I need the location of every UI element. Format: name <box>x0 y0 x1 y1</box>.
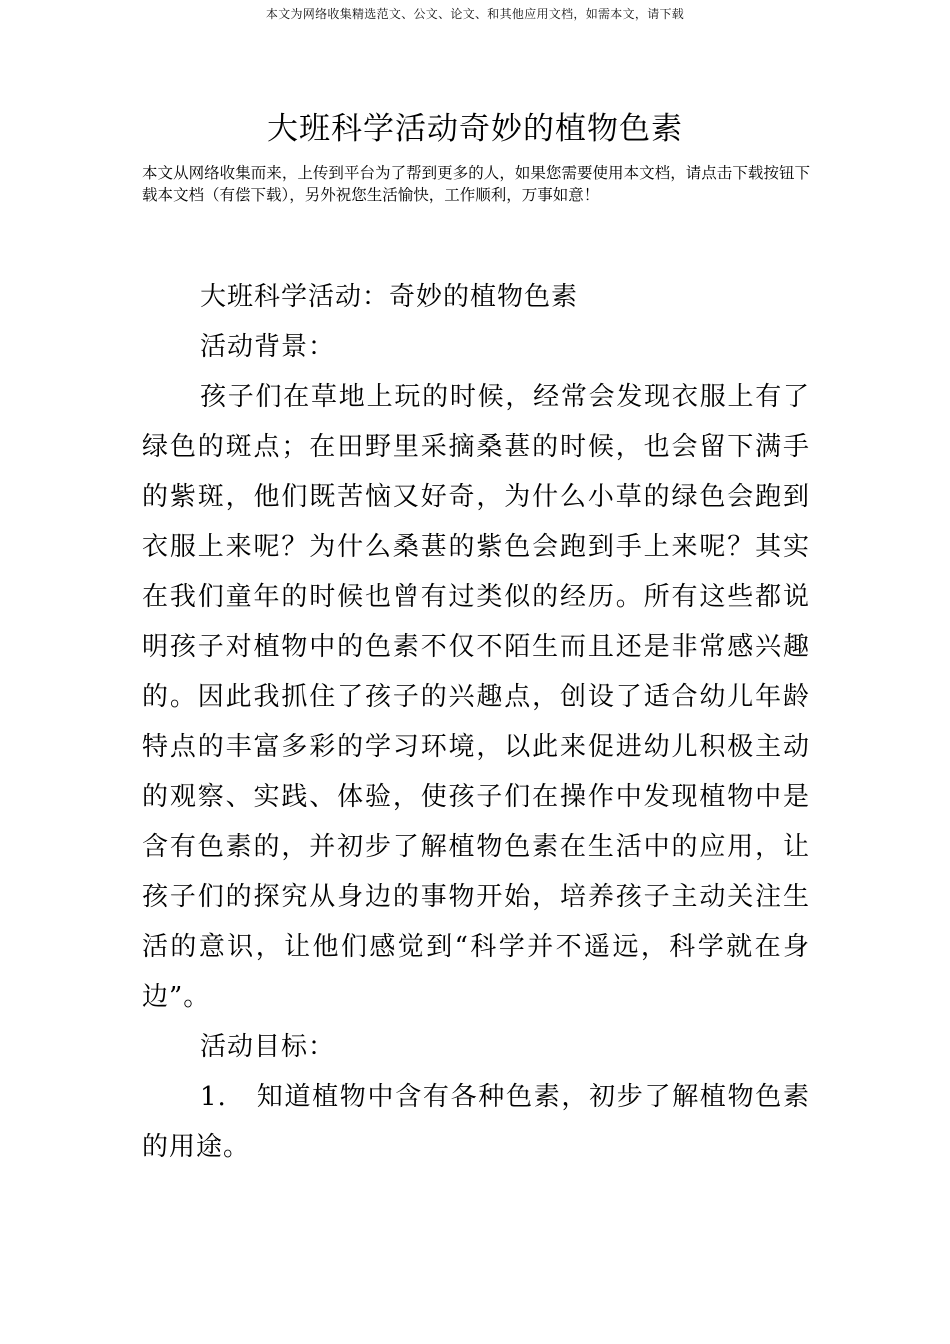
header-note: 本文为网络收集精选范文、公文、论文、和其他应用文档，如需本文，请下载 <box>265 7 685 21</box>
background-paragraph: 孩子们在草地上玩的时候，经常会发现衣服上有了绿色的斑点；在田野里采摘桑葚的时候，也会留下满手的紫斑，他们既苦恼又好奇，为什么小草的绿色会跑到衣服上来呢？为什么桑葚的紫色会跑到手上来呢？其实在我们童年的时候也曾有过类似的经历。所有这些都说明孩子对植物中的色素不仅不陌生而且还是非常感兴趣的。因此我抓住了孩子的兴趣点，创设了适合幼儿年龄特点的丰富多彩的学习环境，以此来促进幼儿积极主动的观察、实践、体验，使孩子们在操作中发现植物中是含有色素的，并初步了解植物色素在生活中的应用，让孩子们的探究从身边的事物开始，培养孩子主动关注生活的意识，让他们感觉到“科学并不遥远，科学就在身边”。 <box>142 382 810 1012</box>
goals-heading: 活动目标： <box>200 1032 336 1062</box>
document-title: 大班科学活动奇妙的植物色素 <box>267 111 683 147</box>
background-heading: 活动背景： <box>200 332 336 362</box>
document-body <box>142 272 810 1172</box>
goal-text: 知道植物中含有各种色素，初步了解植物色素的用途。 <box>142 1082 810 1162</box>
activity-subtitle: 大班科学活动：奇妙的植物色素 <box>200 282 579 312</box>
goal-item <box>142 1072 810 1172</box>
goal-number: 1. <box>200 1082 227 1112</box>
disclaimer-text: 本文从网络收集而来，上传到平台为了帮到更多的人，如果您需要使用本文档，请点击下载按钮下载本文档（有偿下载），另外祝您生活愉快，工作顺利，万事如意！ <box>142 164 810 204</box>
